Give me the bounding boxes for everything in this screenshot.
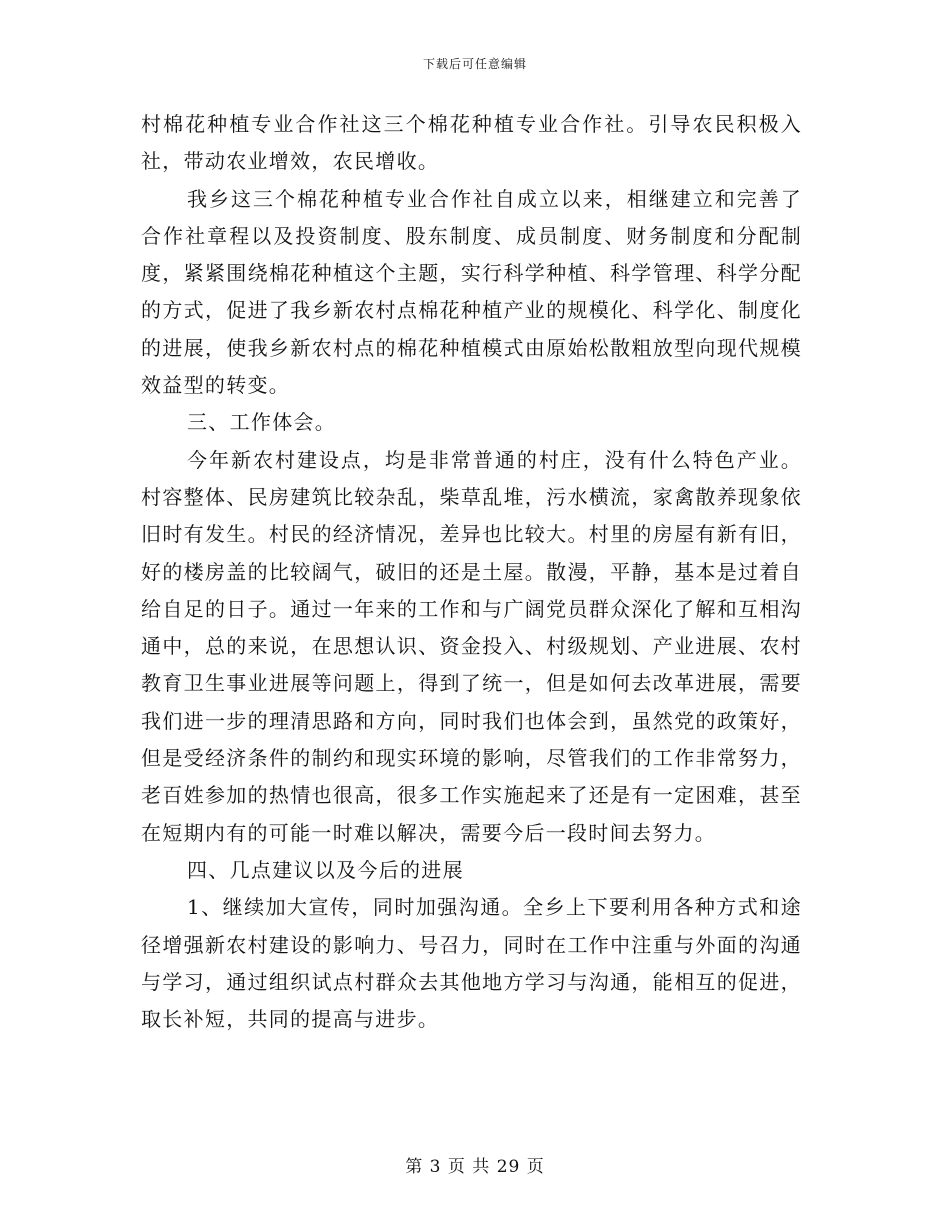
- paragraph-1: 村棉花种植专业合作社这三个棉花种植专业合作社。引导农民积极入社，带动农业增效，农民增收。: [141, 112, 802, 174]
- section-heading-3: 三、工作体会。: [187, 410, 337, 435]
- paragraph-6: 1、继续加大宣传，同时加强沟通。全乡上下要利用各种方式和途径增强新农村建设的影响力、号召力，同时在工作中注重与外面的沟通与学习，通过组织试点村群众去其他地方学习与沟通，能相互的促进，取长补短，共同的提高与进步。: [141, 895, 802, 1032]
- document-body: [141, 106, 802, 1038]
- paragraph-4: 今年新农村建设点，均是非常普通的村庄，没有什么特色产业。村容整体、民房建筑比较杂乱，柴草乱堆，污水横流，家禽散养现象依旧时有发生。村民的经济情况，差异也比较大。村里的房屋有新有旧，好的楼房盖的比较阔气，破旧的还是土屋。散漫，平静，基本是过着自给自足的日子。通过一年来的工作和与广阔党员群众深化了解和互相沟通中，总的来说，在思想认识、资金投入、村级规划、产业进展、农村教育卫生事业进展等问题上，得到了统一，但是如何去改革进展，需要我们进一步的理清思路和方向，同时我们也体会到，虽然党的政策好，但是受经济条件的制约和现实环境的影响，尽管我们的工作非常努力，老百姓参加的热情也很高，很多工作实施起来了还是有一定困难，甚至在短期内有的可能一时难以解决，需要今后一段时间去努力。: [141, 447, 802, 845]
- page-footer: 第 3 页 共 29 页: [405, 1157, 545, 1177]
- paragraph-2: 我乡这三个棉花种植专业合作社自成立以来，相继建立和完善了合作社章程以及投资制度、股东制度、成员制度、财务制度和分配制度，紧紧围绕棉花种植这个主题，实行科学种植、科学管理、科学分配的方式，促进了我乡新农村点棉花种植产业的规模化、科学化、制度化的进展，使我乡新农村点的棉花种植模式由原始松散粗放型向现代规模效益型的转变。: [141, 186, 802, 398]
- section-heading-4: 四、几点建议以及今后的进展: [187, 857, 464, 882]
- page-header: 下载后可任意编辑: [422, 57, 527, 71]
